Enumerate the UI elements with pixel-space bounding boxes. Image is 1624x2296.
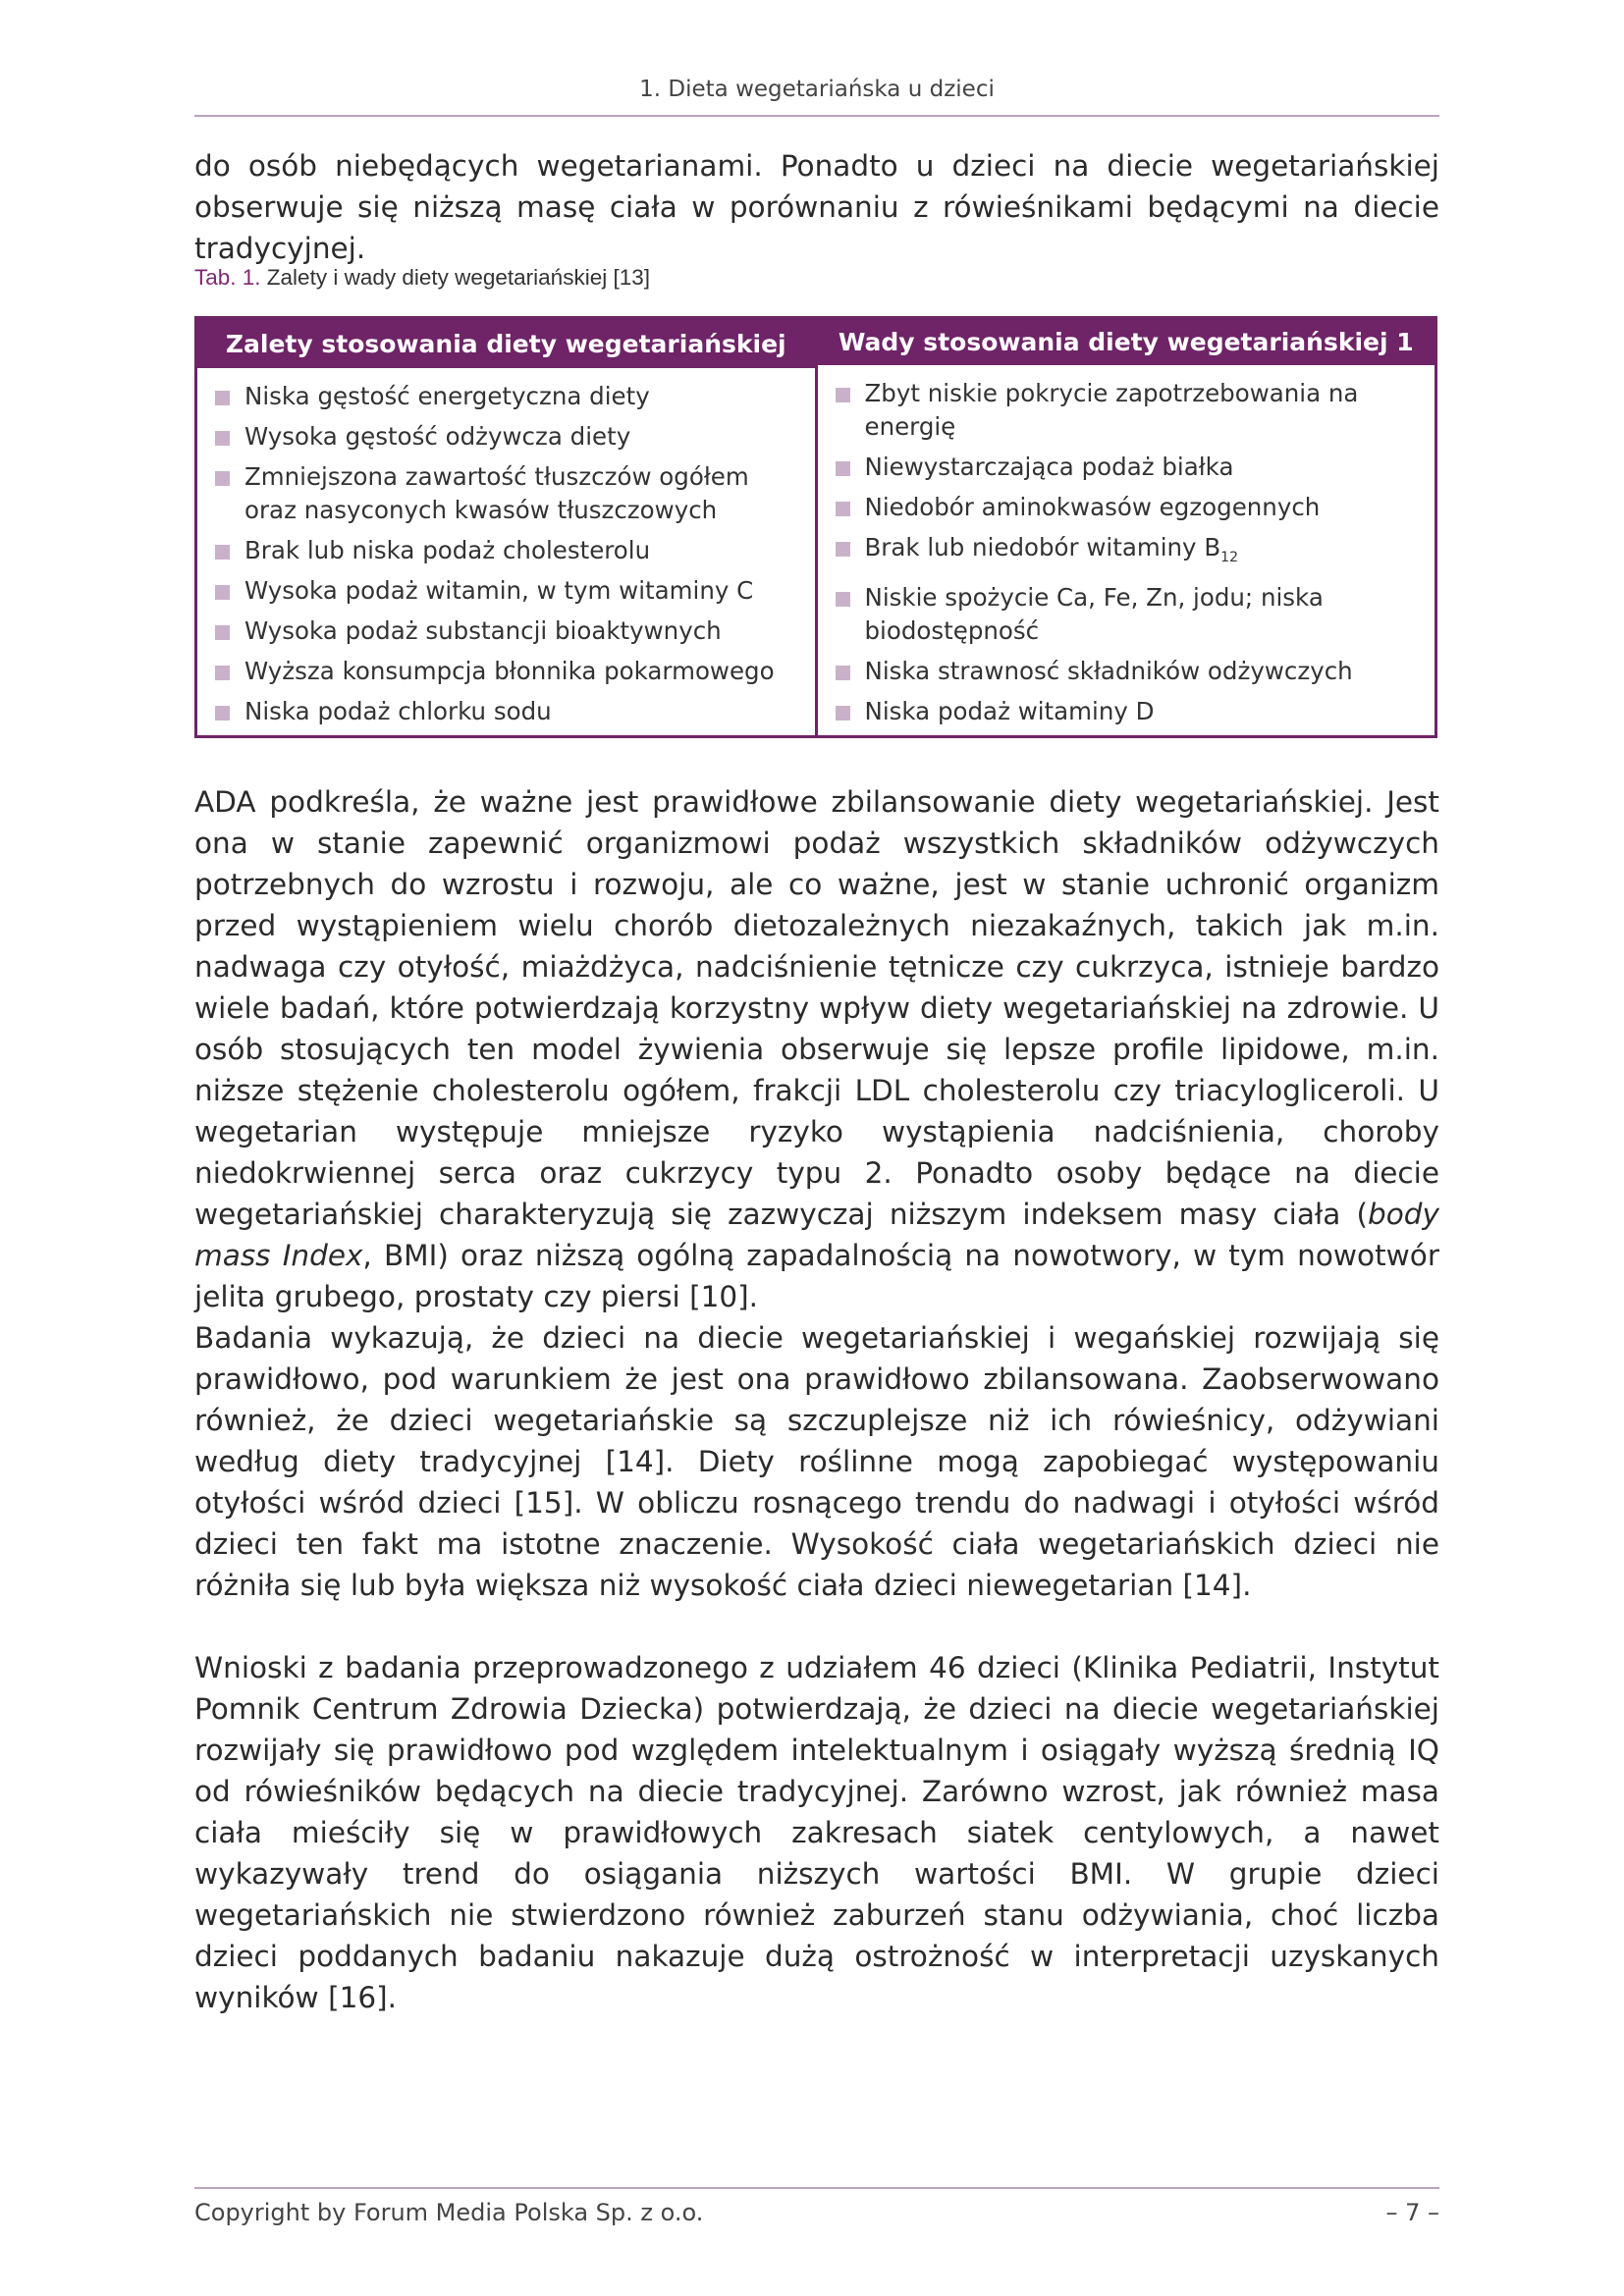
list-item: Zbyt niskie pokrycie zapotrzebowania na energię [836,377,1418,444]
list-item: Brak lub niska podaż cholesterolu [215,534,797,567]
pros-list [197,368,815,735]
cons-list [818,365,1435,735]
footer-copyright: Copyright by Forum Media Polska Sp. z o.o. [194,2199,704,2226]
list-item: Wysoka gęstość odżywcza diety [215,420,797,454]
ada-text-end: , BMI) oraz niższą ogólną zapadalnością na nowotwory, w tym nowotwór jelita grubego, prostaty czy piersi [10]. [194,1239,1439,1313]
pros-header: Zalety stosowania diety wegetariańskiej [197,319,815,368]
list-item: Zmniejszona zawartość tłuszczów ogółem oraz nasyconych kwasów tłuszczowych [215,460,797,527]
badania-paragraph: Badania wykazują, że dzieci na diecie wegetariańskiej i wegańskiej rozwijają się prawidłowo, pod warunkiem że jest ona prawidłowo zbilansowana. Zaobserwowano również, że dzieci wegetariańskie są szczuplejsze niż ich rówieśnicy, odżywiani według diety tradycyjnej [14]. Diety roślinne mogą zapobiegać występowaniu otyłości wśród dzieci [15]. W obliczu rosnącego trendu do nadwagi i otyłości wśród dzieci ten fakt ma istotne znaczenie. Wysokość ciała wegetariańskich dzieci nie różniła się lub była większa niż wysokość ciała dzieci niewegetarian [14]. [194,1321,1439,1602]
wnioski-paragraph: Wnioski z badania przeprowadzonego z udziałem 46 dzieci (Klinika Pediatrii, Instytut Pomnik Centrum Zdrowia Dziecka) potwierdzają, że dzieci na diecie wegetariańskiej rozwijały się prawidłowo pod względem intelektualnym i osiągały wyższą średnią IQ od rówieśników będących na diecie tradycyjnej. Zarówno wzrost, jak również masa ciała mieściły się w prawidłowych zakresach siatek centylowych, a nawet wykazywały trend do osiągania niższych wartości BMI. W grupie dzieci wegetariańskich nie stwierdzono również zaburzeń stanu odżywiania, choć liczba dzieci poddanych badaniu nakazuje dużą ostrożność w interpretacji uzyskanych wyników [16]. [194,1651,1439,2014]
cons-header: Wady stosowania diety wegetariańskiej 1 [818,319,1435,365]
table-caption-text: Zalety i wady diety wegetariańskiej [13] [260,265,650,290]
ada-text-italic: body mass Index [194,1198,1439,1272]
page-number: – 7 – [1385,2199,1439,2226]
b12-subscript: 12 [1220,550,1238,565]
header-divider [194,115,1439,117]
list-item: Wysoka podaż witamin, w tym witaminy C [215,574,797,608]
list-item: Niska podaż witaminy D [836,695,1418,728]
intro-paragraph: do osób niebędących wegetarianami. Ponadto u dzieci na diecie wegetariańskiej obserwuje się niższą masę ciała w porównaniu z rówieśnikami będącymi na diecie tradycyjnej. [194,149,1439,265]
list-item-text: Brak lub niedobór witaminy B [864,533,1221,562]
list-item: Wysoka podaż substancji bioaktywnych [215,614,797,648]
pros-column [197,319,815,735]
list-item: Niskie spożycie Ca, Fe, Zn, jodu; niska biodostępność [836,581,1418,648]
table-caption [194,265,650,291]
list-item [836,531,1418,574]
list-item: Niewystarczająca podaż białka [836,451,1418,484]
list-item: Niska gęstość energetyczna diety [215,380,797,413]
table-caption-label: Tab. 1. [194,265,261,290]
ada-paragraph [194,781,1439,1317]
list-item: Wyższa konsumpcja błonnika pokarmowego [215,655,797,688]
ada-text-start: ADA podkreśla, że ważne jest prawidłowe zbilansowanie diety wegetariańskiej. Jest ona w stanie zapewnić organizmowi podaż wszystkich składników odżywczych potrzebnych do wzrostu i rozwoju, ale co ważne, jest w stanie uchronić organizm przed wystąpieniem wielu chorób dietozależnych niezakaźnych, takich jak m.in. nadwaga czy otyłość, miażdżyca, nadciśnienie tętnicze czy cukrzyca, istnieje bardzo wiele badań, które potwierdzają korzystny wpływ diety wegetariańskiej na zdrowie. U osób stosujących ten model żywienia obserwuje się lepsze profile lipidowe, m.in. niższe stężenie cholesterolu ogółem, frakcji LDL cholesterolu czy triacylogliceroli. U wegetarian występuje mniejsze ryzyko wystąpienia nadciśnienia, choroby niedokrwiennej serca oraz cukrzycy typu 2. Ponadto osoby będące na diecie wegetariańskiej charakteryzują się zazwyczaj niższym indeksem masy ciała ( [194,785,1439,1231]
pros-cons-table [194,316,1437,738]
footer-divider [194,2187,1439,2189]
running-header: 1. Dieta wegetariańska u dzieci [639,77,995,102]
list-item: Niska strawnosć składników odżywczych [836,655,1418,688]
list-item: Niedobór aminokwasów egzogennych [836,491,1418,524]
cons-column [815,319,1435,735]
list-item: Niska podaż chlorku sodu [215,695,797,728]
